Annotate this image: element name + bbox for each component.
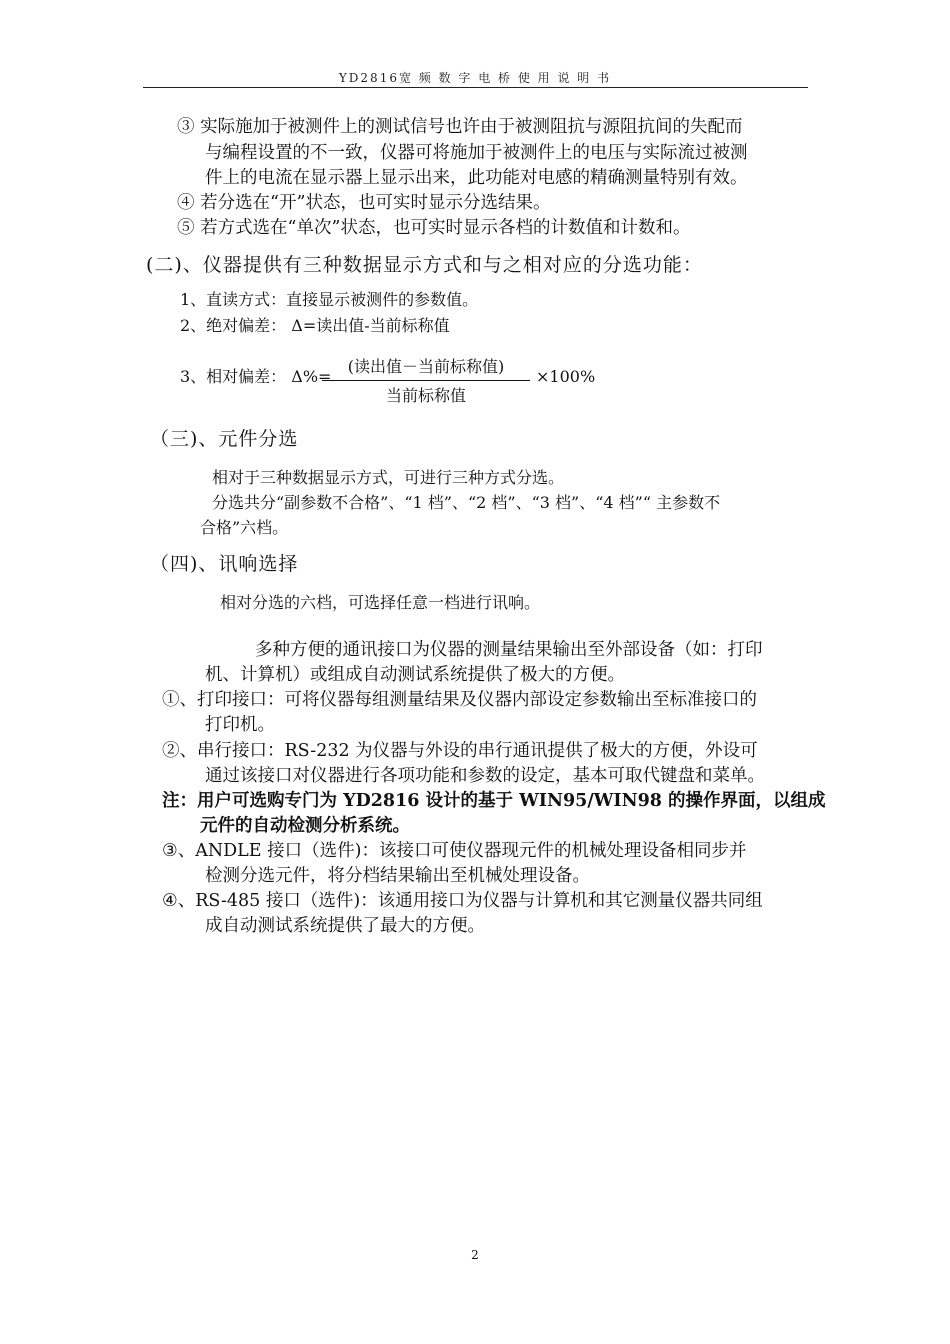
section-4-para-1: 相对分选的六档，可选择任意一档进行讯响。	[220, 593, 541, 612]
relative-deviation-formula	[320, 354, 532, 406]
section-2-item-3-label: 3、相对偏差： Δ%=	[180, 367, 332, 386]
rs485-interface-line1: ④、RS-485 接口（选件)：该通用接口为仪器与计算机和其它测量仪器共同组	[162, 891, 763, 911]
note-line1: 注：用户可选购专门为 YD2816 设计的基于 WIN95/WIN98 的操作界面，以组成	[162, 791, 826, 811]
list-item-4: ④ 若分选在“开”状态，也可实时显示分选结果。	[177, 193, 551, 213]
page-number: 2	[471, 1248, 479, 1262]
printer-interface-line1: ①、打印接口：可将仪器每组测量结果及仪器内部设定参数输出至标准接口的	[162, 690, 757, 710]
andle-interface-line1: ③、ANDLE 接口（选件)：该接口可使仪器现元件的机械处理设备相同步并	[162, 841, 747, 861]
header-rule	[143, 87, 808, 88]
section-2-heading: (二)、仪器提供有三种数据显示方式和与之相对应的分选功能：	[146, 254, 703, 276]
section-3-heading: （三)、元件分选	[150, 428, 299, 450]
list-item-5: ⑤ 若方式选在“单次”状态，也可实时显示各档的计数值和计数和。	[177, 218, 691, 238]
note-line2: 元件的自动检测分析系统。	[200, 816, 410, 836]
formula-suffix: ×100%	[536, 367, 596, 386]
formula-denominator: 当前标称值	[385, 386, 466, 405]
list-item-3-line1: ③ 实际施加于被测件上的测试信号也许由于被测阻抗与源阻抗间的失配而	[177, 117, 743, 137]
page-header: YD2816宽 频 数 字 电 桥 使 用 说 明 书	[338, 71, 612, 85]
formula-numerator: (读出值－当前标称值)	[347, 357, 505, 376]
rs485-interface-line2: 成自动测试系统提供了最大的方便。	[205, 916, 485, 936]
andle-interface-line2: 检测分选元件，将分档结果输出至机械处理设备。	[205, 866, 590, 886]
serial-interface-line2: 通过该接口对仪器进行各项功能和参数的设定，基本可取代键盘和菜单。	[205, 766, 765, 786]
section-3-para-1: 相对于三种数据显示方式，可进行三种方式分选。	[212, 468, 565, 487]
interfaces-intro-line2: 机、计算机）或组成自动测试系统提供了极大的方便。	[205, 665, 625, 685]
section-2-item-1: 1、直读方式：直接显示被测件的参数值。	[180, 290, 479, 309]
list-item-3-line2: 与编程设置的不一致，仪器可将施加于被测件上的电压与实际流过被测	[205, 143, 748, 163]
interfaces-intro-line1: 多种方便的通讯接口为仪器的测量结果输出至外部设备（如：打印	[255, 640, 763, 660]
section-4-heading: （四)、讯响选择	[150, 553, 299, 575]
serial-interface-line1: ②、串行接口：RS-232 为仪器与外设的串行通讯提供了极大的方便，外设可	[162, 741, 758, 761]
section-3-para-2-line2: 合格”六档。	[200, 518, 289, 537]
section-3-para-2-line1: 分选共分“副参数不合格”、“1 档”、“2 档”、“3 档”、“4 档”“ 主参数不	[212, 493, 721, 512]
section-2-item-2: 2、绝对偏差： Δ=读出值-当前标称值	[180, 316, 450, 335]
printer-interface-line2: 打印机。	[205, 715, 275, 735]
list-item-3-line3: 件上的电流在显示器上显示出来，此功能对电感的精确测量特别有效。	[205, 168, 748, 188]
